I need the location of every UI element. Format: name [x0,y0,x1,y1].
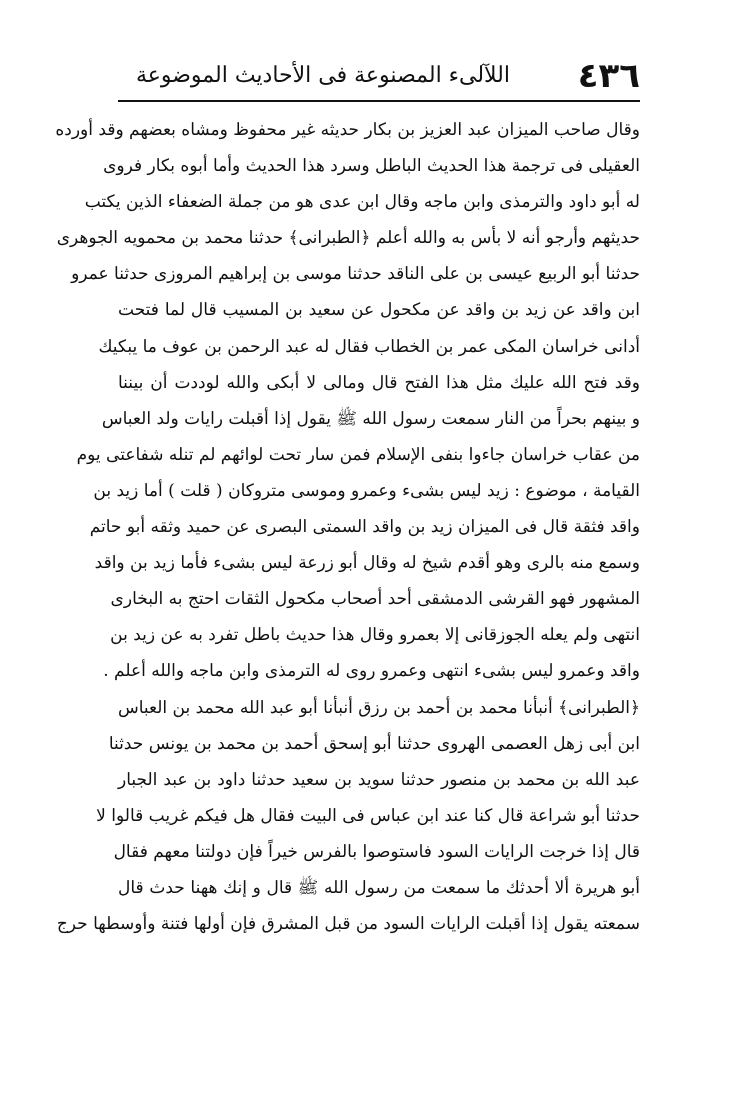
text-line: ﴿الطبرانى﴾ أنبأنا محمد بن أحمد بن رزق أنبأنا أبو عبد الله محمد بن العباس [117,697,640,718]
text-line: المشهور فهو القرشى الدمشقى أحد أصحاب مكحول الثقات احتج به البخارى [110,589,640,610]
text-line: و بينهم بحراً من النار سمعت رسول الله ﷺ يقول إذا أقبلت رايات ولد العباس [101,408,640,429]
text-line: ابن أبى زهل العصمى الهروى حدثنا أبو إسحق أحمد بن محمد بن يونس حدثنا [108,733,640,754]
page-number: ٤٣٦ [577,56,640,96]
text-line: حدثنا أبو الربيع عيسى بن على الناقد حدثنا موسى بن إبراهيم المروزى حدثنا عمرو [71,264,640,285]
text-line: أبو هريرة ألا أحدثك ما سمعت من رسول الله ﷺ قال و إنك ههنا حدث قال [118,877,640,898]
text-line: عبد الله بن محمد بن منصور حدثنا سويد بن سعيد حدثنا داود بن عبد الجبار [118,769,640,790]
text-line: واقد وعمرو ليس بشىء انتهى وعمرو روى له الترمذى وابن ماجه والله أعلم . [103,661,640,682]
text-line: وقد فتح الله عليك مثل هذا الفتح قال ومالى لا أبكى والله لوددت أن بيننا [118,372,640,393]
text-line: واقد فثقة قال فى الميزان زيد بن واقد السمتى البصرى عن حميد وثقه أبو حاتم [89,517,640,538]
text-line: حديثهم وأرجو أنه لا بأس به والله أعلم ﴿الطبرانى﴾ حدثنا محمد بن محمويه الجوهرى [56,228,640,249]
text-line: سمعته يقول إذا أقبلت الرايات السود من قبل المشرق فإن أولها فتنة وأوسطها حرج [56,914,640,935]
body-text [55,112,640,942]
text-line: ابن واقد عن زيد بن واقد عن مكحول عن سعيد بن المسيب قال لما فتحت [118,300,640,321]
page-header [118,56,640,96]
text-line: قال إذا خرجت الرايات السود فاستوصوا بالفرس خيراً فإن دولتنا معهم فقال [113,841,640,862]
text-line: وقال صاحب الميزان عبد العزيز بن بكار حديثه غير محفوظ ومشاه بعضهم وقد أورده [55,120,640,140]
text-line: حدثنا أبو شراعة قال كنا عند ابن عباس فى البيت فقال هل فيكم غريب قالوا لا [96,805,640,826]
text-line: من عقاب خراسان جاءوا بنفى الإسلام فمن سار تحت لوائهم لم تنله شفاعتى يوم [76,444,640,465]
text-line: وسمع منه بالرى وهو أقدم شيخ له وقال أبو زرعة ليس بشىء فأما زيد بن واقد [94,553,640,574]
text-line: أدانى خراسان المكى عمر بن الخطاب فقال له عبد الرحمن بن عوف ما يبكيك [98,336,640,357]
text-line: انتهى ولم يعله الجوزقانى إلا بعمرو وقال هذا حديث باطل تفرد به عن زيد بن [110,625,640,646]
text-line: القيامة ، موضوع : زيد ليس بشىء وعمرو وموسى متروكان ( قلت ) أما زيد بن [93,480,640,501]
header-rule [118,100,640,102]
text-line: العقيلى فى ترجمة هذا الحديث الباطل وسرد هذا الحديث وأما أبوه بكار فروى [103,156,640,177]
running-title: اللآلىء المصنوعة فى الأحاديث الموضوعة [135,63,510,88]
text-line: له أبو داود والترمذى وابن ماجه وقال ابن عدى هو من جملة الضعفاء الذين يكتب [84,192,640,213]
